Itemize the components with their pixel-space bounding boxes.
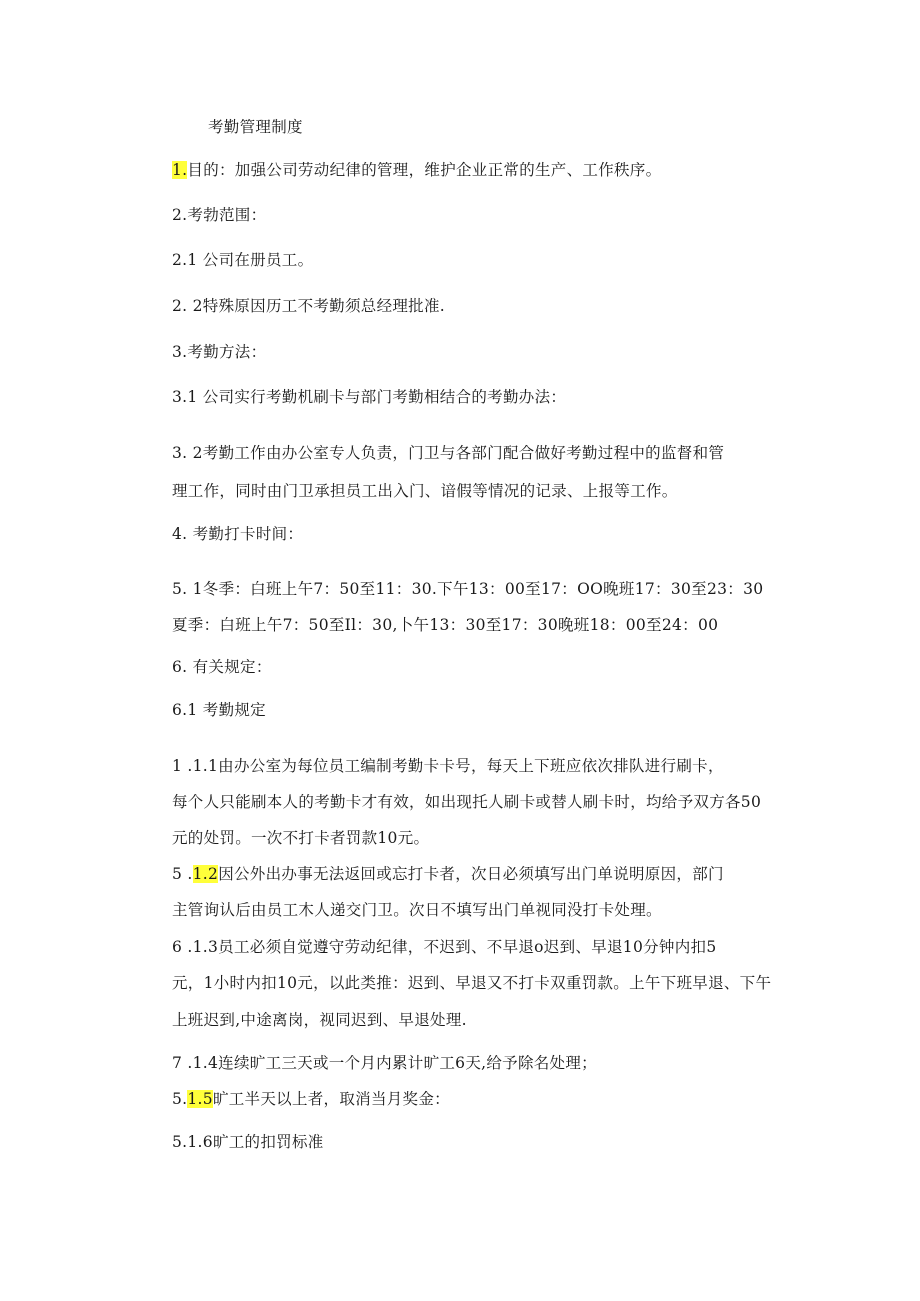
line-rules: 6. 有关规定： — [172, 658, 272, 676]
line-3-2-cont: 理工作，同时由门卫承担员工出入门、谙假等情况的记录、上报等工作。 — [172, 482, 678, 500]
line-rule-5: 5.1.5旷工半天以上者，取消当月奖金： — [172, 1090, 450, 1108]
line-rule-3-cont-b: 上班迟到,中途离岗，视同迟到、早退处理. — [172, 1011, 467, 1029]
line-summer: 夏季：白班上午7：50至Il：30,卜午13：30至17：30晚班18：00至24：00 — [172, 616, 719, 634]
highlight-mark: 1.2 — [192, 865, 219, 883]
line-scope: 2.考勃范围： — [172, 206, 267, 224]
highlight-mark: 1.5 — [187, 1090, 213, 1108]
line-winter: 5. 1冬季：白班上午7：50至11：30.下午13：00至17：OO晚班17：30至23：30 — [172, 580, 764, 598]
line-rule-2: 5 .1.2因公外出办事无法返回或忘打卡者，次日必须填写出门单说明原因，部门 — [172, 865, 724, 883]
document-title: 考勤管理制度 — [208, 118, 303, 136]
line-method: 3.考勤方法： — [172, 343, 267, 361]
line-6-1: 6.1 考勤规定 — [172, 701, 266, 719]
highlight-mark: 1. — [172, 161, 188, 179]
line-rule-6: 5.1.6旷工的扣罚标准 — [172, 1133, 324, 1151]
line-clock-time: 4. 考勤打卡时间： — [172, 525, 304, 543]
line-purpose: 1.目的：加强公司劳动纪律的管理，维护企业正常的生产、工作秩序。 — [172, 161, 662, 179]
line-3-2: 3. 2考勤工作由办公室专人负责，门卫与各部门配合做好考勤过程中的监督和管 — [172, 444, 725, 462]
line-rule-4: 7 .1.4连续旷工三天或一个月内累计旷工6天,给予除名处理； — [172, 1054, 597, 1072]
line-2-1: 2.1 公司在册员工。 — [172, 251, 314, 269]
line-rule-1-cont-b: 元的处罚。一次不打卡者罚款10元。 — [172, 829, 430, 847]
line-rule-3-cont-a: 元，1小时内扣10元，以此类推：迟到、早退又不打卡双重罚款。上午下班早退、下午 — [172, 974, 772, 992]
line-rule-3: 6 .1.3员工必须自觉遵守劳动纪律，不迟到、不早退o迟到、早退10分钟内扣5 — [172, 938, 717, 956]
line-rule-2-cont: 主管询认后由员工木人递交门卫。次日不填写出门单视同没打卡处理。 — [172, 901, 662, 919]
line-2-2: 2. 2特殊原因历工不考勤须总经理批准. — [172, 297, 446, 315]
line-rule-1-cont-a: 每个人只能刷本人的考勤卡才有效，如出现托人刷卡或替人刷卡时，均给予双方各50 — [172, 793, 762, 811]
line-rule-1: 1 .1.1由办公室为每位员工编制考勤卡卡号，每天上下班应依次排队进行刷卡， — [172, 757, 724, 775]
line-3-1: 3.1 公司实行考勤机刷卡与部门考勤相结合的考勤办法： — [172, 388, 567, 406]
